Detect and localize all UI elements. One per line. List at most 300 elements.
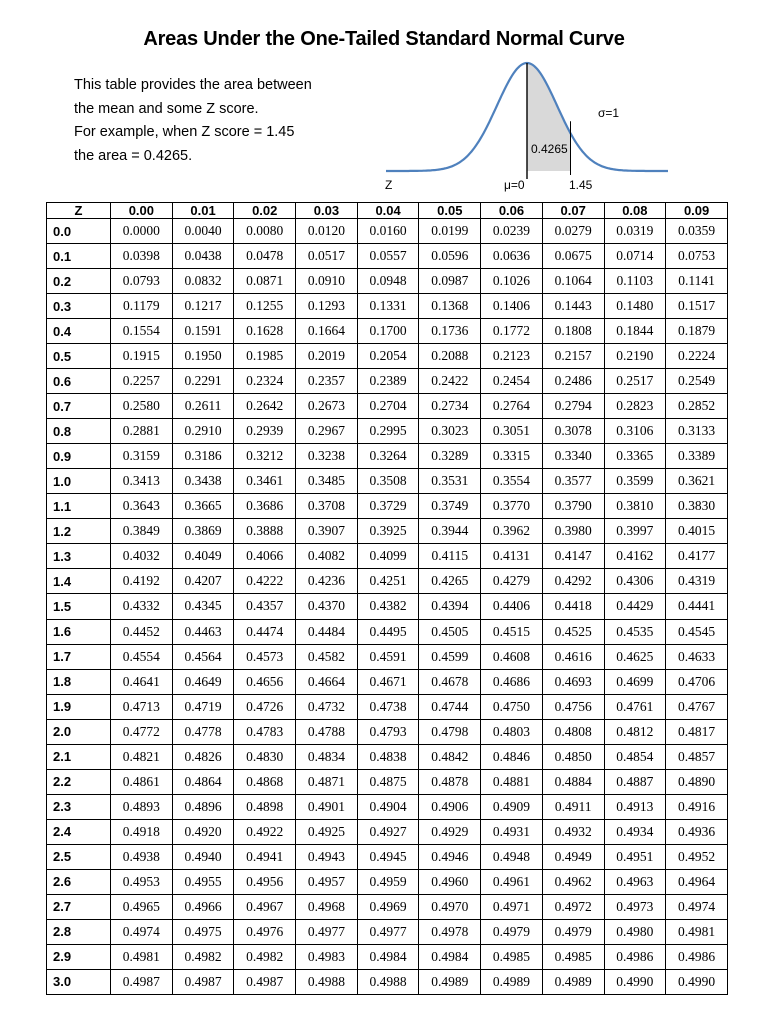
area-cell: 0.2054	[357, 344, 419, 369]
z-value-cell: 0.1	[47, 244, 111, 269]
area-cell: 0.4925	[296, 819, 358, 844]
area-cell: 0.4616	[542, 644, 604, 669]
area-cell: 0.1844	[604, 319, 666, 344]
area-cell: 0.4977	[357, 919, 419, 944]
sigma-label: σ=1	[598, 106, 620, 120]
area-cell: 0.4793	[357, 719, 419, 744]
area-cell: 0.4846	[481, 744, 543, 769]
area-cell: 0.4955	[172, 869, 234, 894]
area-cell: 0.4817	[666, 719, 728, 744]
area-cell: 0.4986	[666, 944, 728, 969]
area-cell: 0.1950	[172, 344, 234, 369]
area-cell: 0.4812	[604, 719, 666, 744]
area-cell: 0.4382	[357, 594, 419, 619]
area-cell: 0.1368	[419, 294, 481, 319]
z-value-cell: 2.0	[47, 719, 111, 744]
area-cell: 0.4545	[666, 619, 728, 644]
area-cell: 0.4767	[666, 694, 728, 719]
column-header: 0.05	[419, 203, 481, 219]
area-cell: 0.4236	[296, 569, 358, 594]
area-cell: 0.4957	[296, 869, 358, 894]
area-cell: 0.3186	[172, 444, 234, 469]
area-cell: 0.0753	[666, 244, 728, 269]
area-cell: 0.4976	[234, 919, 296, 944]
z-value-cell: 1.9	[47, 694, 111, 719]
area-cell: 0.4985	[481, 944, 543, 969]
table-row	[47, 569, 728, 594]
table-row	[47, 644, 728, 669]
area-cell: 0.4463	[172, 619, 234, 644]
area-cell: 0.4738	[357, 694, 419, 719]
table-row	[47, 794, 728, 819]
table-row	[47, 294, 728, 319]
z-value-cell: 0.7	[47, 394, 111, 419]
area-cell: 0.4941	[234, 844, 296, 869]
z-value-cell: 2.2	[47, 769, 111, 794]
area-cell: 0.4875	[357, 769, 419, 794]
area-cell: 0.4099	[357, 544, 419, 569]
area-cell: 0.4982	[234, 944, 296, 969]
area-cell: 0.4678	[419, 669, 481, 694]
table-row	[47, 244, 728, 269]
area-cell: 0.4969	[357, 894, 419, 919]
area-cell: 0.2852	[666, 394, 728, 419]
z-value-cell: 1.8	[47, 669, 111, 694]
area-cell: 0.3577	[542, 469, 604, 494]
z-value-cell: 1.6	[47, 619, 111, 644]
area-cell: 0.2704	[357, 394, 419, 419]
table-header-row	[47, 203, 728, 219]
area-cell: 0.4987	[172, 969, 234, 994]
area-cell: 0.4564	[172, 644, 234, 669]
area-cell: 0.1591	[172, 319, 234, 344]
area-cell: 0.4821	[111, 744, 173, 769]
area-cell: 0.4931	[481, 819, 543, 844]
area-cell: 0.4984	[357, 944, 419, 969]
area-cell: 0.0557	[357, 244, 419, 269]
area-cell: 0.4946	[419, 844, 481, 869]
area-cell: 0.2823	[604, 394, 666, 419]
area-cell: 0.4761	[604, 694, 666, 719]
table-row	[47, 444, 728, 469]
area-cell: 0.4973	[604, 894, 666, 919]
z-value-cell: 0.9	[47, 444, 111, 469]
area-cell: 0.4535	[604, 619, 666, 644]
area-cell: 0.4965	[111, 894, 173, 919]
area-cell: 0.4878	[419, 769, 481, 794]
area-cell: 0.3051	[481, 419, 543, 444]
column-header: 0.01	[172, 203, 234, 219]
area-cell: 0.4861	[111, 769, 173, 794]
area-cell: 0.4987	[234, 969, 296, 994]
area-cell: 0.1517	[666, 294, 728, 319]
area-cell: 0.4525	[542, 619, 604, 644]
area-cell: 0.4207	[172, 569, 234, 594]
area-label: 0.4265	[531, 142, 568, 156]
area-cell: 0.4608	[481, 644, 543, 669]
area-cell: 0.2389	[357, 369, 419, 394]
area-cell: 0.4265	[419, 569, 481, 594]
table-row	[47, 344, 728, 369]
area-cell: 0.4854	[604, 744, 666, 769]
area-cell: 0.1406	[481, 294, 543, 319]
area-cell: 0.4222	[234, 569, 296, 594]
area-cell: 0.0793	[111, 269, 173, 294]
area-cell: 0.1808	[542, 319, 604, 344]
z-value-cell: 1.2	[47, 519, 111, 544]
area-cell: 0.1772	[481, 319, 543, 344]
z-value-cell: 2.5	[47, 844, 111, 869]
area-cell: 0.4986	[604, 944, 666, 969]
area-cell: 0.4783	[234, 719, 296, 744]
area-cell: 0.4962	[542, 869, 604, 894]
area-cell: 0.4582	[296, 644, 358, 669]
area-cell: 0.4772	[111, 719, 173, 744]
area-cell: 0.2967	[296, 419, 358, 444]
intro-text	[74, 74, 344, 168]
z-value-cell: 1.7	[47, 644, 111, 669]
area-cell: 0.4808	[542, 719, 604, 744]
area-cell: 0.4961	[481, 869, 543, 894]
area-cell: 0.4970	[419, 894, 481, 919]
area-cell: 0.4699	[604, 669, 666, 694]
area-cell: 0.3830	[666, 494, 728, 519]
area-cell: 0.4798	[419, 719, 481, 744]
area-cell: 0.3944	[419, 519, 481, 544]
area-cell: 0.4515	[481, 619, 543, 644]
area-cell: 0.0714	[604, 244, 666, 269]
area-cell: 0.2422	[419, 369, 481, 394]
table-row	[47, 694, 728, 719]
area-cell: 0.3438	[172, 469, 234, 494]
page-title: Areas Under the One-Tailed Standard Normal Curve	[143, 28, 625, 50]
area-cell: 0.2257	[111, 369, 173, 394]
area-cell: 0.2734	[419, 394, 481, 419]
area-cell: 0.4251	[357, 569, 419, 594]
area-cell: 0.4049	[172, 544, 234, 569]
area-cell: 0.3078	[542, 419, 604, 444]
area-cell: 0.1985	[234, 344, 296, 369]
area-cell: 0.4345	[172, 594, 234, 619]
area-cell: 0.4927	[357, 819, 419, 844]
area-cell: 0.3461	[234, 469, 296, 494]
area-cell: 0.4901	[296, 794, 358, 819]
area-cell: 0.0120	[296, 219, 358, 244]
z-value-cell: 0.3	[47, 294, 111, 319]
table-row	[47, 944, 728, 969]
area-cell: 0.0517	[296, 244, 358, 269]
table-row	[47, 669, 728, 694]
area-cell: 0.4981	[111, 944, 173, 969]
area-cell: 0.4983	[296, 944, 358, 969]
area-cell: 0.4066	[234, 544, 296, 569]
table-row	[47, 219, 728, 244]
area-cell: 0.0438	[172, 244, 234, 269]
area-cell: 0.4868	[234, 769, 296, 794]
intro-line: This table provides the area between	[74, 77, 312, 93]
area-cell: 0.1443	[542, 294, 604, 319]
area-cell: 0.4292	[542, 569, 604, 594]
area-cell: 0.4936	[666, 819, 728, 844]
area-cell: 0.0359	[666, 219, 728, 244]
area-cell: 0.0199	[419, 219, 481, 244]
table-row	[47, 744, 728, 769]
area-cell: 0.4332	[111, 594, 173, 619]
normal-curve-figure	[370, 55, 670, 200]
area-cell: 0.4656	[234, 669, 296, 694]
area-cell: 0.4429	[604, 594, 666, 619]
area-cell: 0.4990	[666, 969, 728, 994]
area-cell: 0.4953	[111, 869, 173, 894]
area-cell: 0.1700	[357, 319, 419, 344]
area-cell: 0.4989	[542, 969, 604, 994]
area-cell: 0.3531	[419, 469, 481, 494]
area-cell: 0.4864	[172, 769, 234, 794]
column-header: 0.02	[234, 203, 296, 219]
area-cell: 0.4706	[666, 669, 728, 694]
area-cell: 0.1293	[296, 294, 358, 319]
area-cell: 0.4357	[234, 594, 296, 619]
area-cell: 0.3289	[419, 444, 481, 469]
area-cell: 0.4115	[419, 544, 481, 569]
area-cell: 0.4778	[172, 719, 234, 744]
column-header: 0.03	[296, 203, 358, 219]
mean-label: μ=0	[504, 178, 525, 192]
area-cell: 0.4162	[604, 544, 666, 569]
area-cell: 0.4788	[296, 719, 358, 744]
area-cell: 0.2881	[111, 419, 173, 444]
z-value-cell: 2.3	[47, 794, 111, 819]
area-cell: 0.3749	[419, 494, 481, 519]
area-cell: 0.4441	[666, 594, 728, 619]
area-cell: 0.4370	[296, 594, 358, 619]
area-cell: 0.3621	[666, 469, 728, 494]
area-cell: 0.4972	[542, 894, 604, 919]
area-cell: 0.4989	[481, 969, 543, 994]
area-cell: 0.4713	[111, 694, 173, 719]
column-header: 0.07	[542, 203, 604, 219]
area-cell: 0.4990	[604, 969, 666, 994]
area-cell: 0.4948	[481, 844, 543, 869]
z-column-header: Z	[47, 203, 111, 219]
area-cell: 0.4452	[111, 619, 173, 644]
area-cell: 0.2549	[666, 369, 728, 394]
area-cell: 0.1064	[542, 269, 604, 294]
area-cell: 0.4147	[542, 544, 604, 569]
area-cell: 0.4906	[419, 794, 481, 819]
area-cell: 0.4671	[357, 669, 419, 694]
area-cell: 0.4826	[172, 744, 234, 769]
area-cell: 0.3907	[296, 519, 358, 544]
area-cell: 0.3888	[234, 519, 296, 544]
area-cell: 0.4938	[111, 844, 173, 869]
area-cell: 0.2357	[296, 369, 358, 394]
area-cell: 0.4881	[481, 769, 543, 794]
area-cell: 0.4015	[666, 519, 728, 544]
area-cell: 0.1026	[481, 269, 543, 294]
area-cell: 0.4495	[357, 619, 419, 644]
table-row	[47, 544, 728, 569]
area-cell: 0.3508	[357, 469, 419, 494]
area-cell: 0.2580	[111, 394, 173, 419]
area-cell: 0.4945	[357, 844, 419, 869]
area-cell: 0.4985	[542, 944, 604, 969]
area-cell: 0.0279	[542, 219, 604, 244]
area-cell: 0.3849	[111, 519, 173, 544]
area-cell: 0.4987	[111, 969, 173, 994]
area-cell: 0.3212	[234, 444, 296, 469]
area-cell: 0.0832	[172, 269, 234, 294]
area-cell: 0.4920	[172, 819, 234, 844]
area-cell: 0.3686	[234, 494, 296, 519]
intro-line: For example, when Z score = 1.45	[74, 124, 295, 140]
area-cell: 0.4918	[111, 819, 173, 844]
area-cell: 0.3790	[542, 494, 604, 519]
area-cell: 0.0239	[481, 219, 543, 244]
area-cell: 0.3770	[481, 494, 543, 519]
area-cell: 0.4909	[481, 794, 543, 819]
area-cell: 0.0596	[419, 244, 481, 269]
area-cell: 0.3159	[111, 444, 173, 469]
z-value-cell: 1.3	[47, 544, 111, 569]
z-value-cell: 2.6	[47, 869, 111, 894]
area-cell: 0.4884	[542, 769, 604, 794]
area-cell: 0.3485	[296, 469, 358, 494]
column-header: 0.04	[357, 203, 419, 219]
area-cell: 0.0040	[172, 219, 234, 244]
area-cell: 0.4963	[604, 869, 666, 894]
area-cell: 0.1103	[604, 269, 666, 294]
area-cell: 0.3106	[604, 419, 666, 444]
area-cell: 0.3413	[111, 469, 173, 494]
column-header: 0.09	[666, 203, 728, 219]
table-row	[47, 594, 728, 619]
area-cell: 0.4279	[481, 569, 543, 594]
area-cell: 0.2088	[419, 344, 481, 369]
table-row	[47, 519, 728, 544]
area-cell: 0.4418	[542, 594, 604, 619]
area-cell: 0.4980	[604, 919, 666, 944]
area-cell: 0.3708	[296, 494, 358, 519]
area-cell: 0.4932	[542, 819, 604, 844]
area-cell: 0.4082	[296, 544, 358, 569]
z-value-cell: 1.5	[47, 594, 111, 619]
area-cell: 0.4474	[234, 619, 296, 644]
area-cell: 0.1736	[419, 319, 481, 344]
table-row	[47, 319, 728, 344]
area-cell: 0.4591	[357, 644, 419, 669]
z-value-cell: 0.5	[47, 344, 111, 369]
table-row	[47, 969, 728, 994]
area-cell: 0.4732	[296, 694, 358, 719]
area-cell: 0.4850	[542, 744, 604, 769]
area-cell: 0.4974	[666, 894, 728, 919]
area-cell: 0.2611	[172, 394, 234, 419]
area-cell: 0.3133	[666, 419, 728, 444]
area-cell: 0.2486	[542, 369, 604, 394]
area-cell: 0.1628	[234, 319, 296, 344]
area-cell: 0.4977	[296, 919, 358, 944]
area-cell: 0.0160	[357, 219, 419, 244]
area-cell: 0.0636	[481, 244, 543, 269]
area-cell: 0.4319	[666, 569, 728, 594]
z-value-cell: 2.7	[47, 894, 111, 919]
z-value-cell: 2.4	[47, 819, 111, 844]
area-cell: 0.1915	[111, 344, 173, 369]
area-cell: 0.0948	[357, 269, 419, 294]
area-cell: 0.4573	[234, 644, 296, 669]
z-value-cell: 2.8	[47, 919, 111, 944]
area-cell: 0.1217	[172, 294, 234, 319]
area-cell: 0.4982	[172, 944, 234, 969]
area-cell: 0.4406	[481, 594, 543, 619]
area-cell: 0.3643	[111, 494, 173, 519]
area-cell: 0.0987	[419, 269, 481, 294]
table-row	[47, 869, 728, 894]
table-row	[47, 894, 728, 919]
area-cell: 0.2673	[296, 394, 358, 419]
area-cell: 0.2324	[234, 369, 296, 394]
area-cell: 0.2910	[172, 419, 234, 444]
area-cell: 0.1141	[666, 269, 728, 294]
area-cell: 0.1480	[604, 294, 666, 319]
area-cell: 0.4975	[172, 919, 234, 944]
area-cell: 0.3810	[604, 494, 666, 519]
table-row	[47, 394, 728, 419]
area-cell: 0.4719	[172, 694, 234, 719]
area-cell: 0.4952	[666, 844, 728, 869]
area-cell: 0.4726	[234, 694, 296, 719]
area-cell: 0.2764	[481, 394, 543, 419]
area-cell: 0.0871	[234, 269, 296, 294]
area-cell: 0.2642	[234, 394, 296, 419]
area-cell: 0.2224	[666, 344, 728, 369]
z-value-cell: 0.2	[47, 269, 111, 294]
area-cell: 0.4984	[419, 944, 481, 969]
area-cell: 0.4649	[172, 669, 234, 694]
area-cell: 0.0910	[296, 269, 358, 294]
table-row	[47, 819, 728, 844]
area-cell: 0.4929	[419, 819, 481, 844]
z-axis-label: Z	[385, 178, 393, 192]
table-row	[47, 769, 728, 794]
area-cell: 0.3980	[542, 519, 604, 544]
area-cell: 0.0398	[111, 244, 173, 269]
area-cell: 0.4641	[111, 669, 173, 694]
z-table	[46, 202, 728, 995]
table-row	[47, 844, 728, 869]
area-cell: 0.2291	[172, 369, 234, 394]
area-cell: 0.0000	[111, 219, 173, 244]
area-cell: 0.4979	[481, 919, 543, 944]
area-cell: 0.4664	[296, 669, 358, 694]
area-cell: 0.4951	[604, 844, 666, 869]
z-value-cell: 1.1	[47, 494, 111, 519]
area-cell: 0.4893	[111, 794, 173, 819]
table-row	[47, 419, 728, 444]
area-cell: 0.1879	[666, 319, 728, 344]
z-value-cell: 0.8	[47, 419, 111, 444]
area-cell: 0.4943	[296, 844, 358, 869]
column-header: 0.08	[604, 203, 666, 219]
area-cell: 0.4913	[604, 794, 666, 819]
area-cell: 0.4192	[111, 569, 173, 594]
area-cell: 0.0478	[234, 244, 296, 269]
area-cell: 0.4599	[419, 644, 481, 669]
z-value-cell: 2.1	[47, 744, 111, 769]
area-cell: 0.3962	[481, 519, 543, 544]
area-cell: 0.4911	[542, 794, 604, 819]
